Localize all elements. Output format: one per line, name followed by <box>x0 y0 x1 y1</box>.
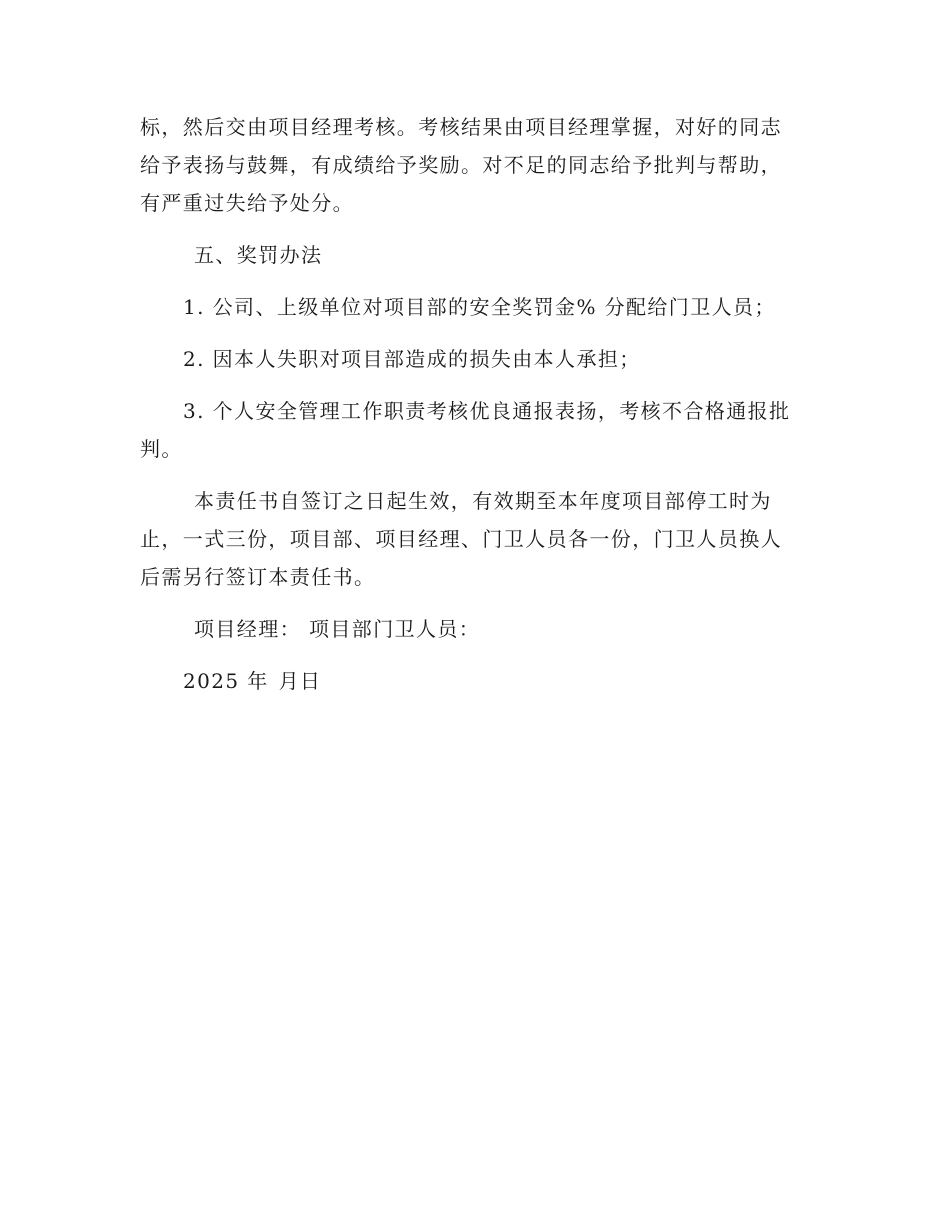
list-item-1: 1. 公司、上级单位对项目部的安全奖罚金% 分配给门卫人员； <box>183 295 776 319</box>
paragraph-line: 本责任书自签订之日起生效，有效期至本年度项目部停工时为 <box>194 489 772 513</box>
section-heading: 五、奖罚办法 <box>194 243 323 267</box>
paragraph-line: 给予表扬与鼓舞，有成绩给予奖励。对不足的同志给予批判与帮助， <box>140 153 782 177</box>
signature-gate-guard: 项目部门卫人员： <box>309 617 481 641</box>
paragraph-intro <box>140 108 800 222</box>
paragraph-closing <box>140 482 800 596</box>
signature-project-manager: 项目经理： <box>194 617 301 641</box>
document-body <box>140 108 800 700</box>
paragraph-line: 有严重过失给予处分。 <box>140 191 354 215</box>
date-month-day: 月日 <box>278 669 322 693</box>
date-year: 2025 年 <box>183 669 269 693</box>
list-item-line: 判。 <box>140 437 183 461</box>
list-item-line: 3. 个人安全管理工作职责考核优良通报表扬，考核不合格通报批 <box>183 399 791 423</box>
list-item-3 <box>140 392 800 468</box>
paragraph-line: 止，一式三份，项目部、项目经理、门卫人员各一份，门卫人员换人 <box>140 527 782 551</box>
date-line <box>140 662 800 700</box>
paragraph-line: 标，然后交由项目经理考核。考核结果由项目经理掌握，对好的同志 <box>140 115 782 139</box>
paragraph-line: 后需另行签订本责任书。 <box>140 565 376 589</box>
list-item-2: 2. 因本人失职对项目部造成的损失由本人承担； <box>183 347 641 371</box>
signature-line <box>140 610 800 648</box>
